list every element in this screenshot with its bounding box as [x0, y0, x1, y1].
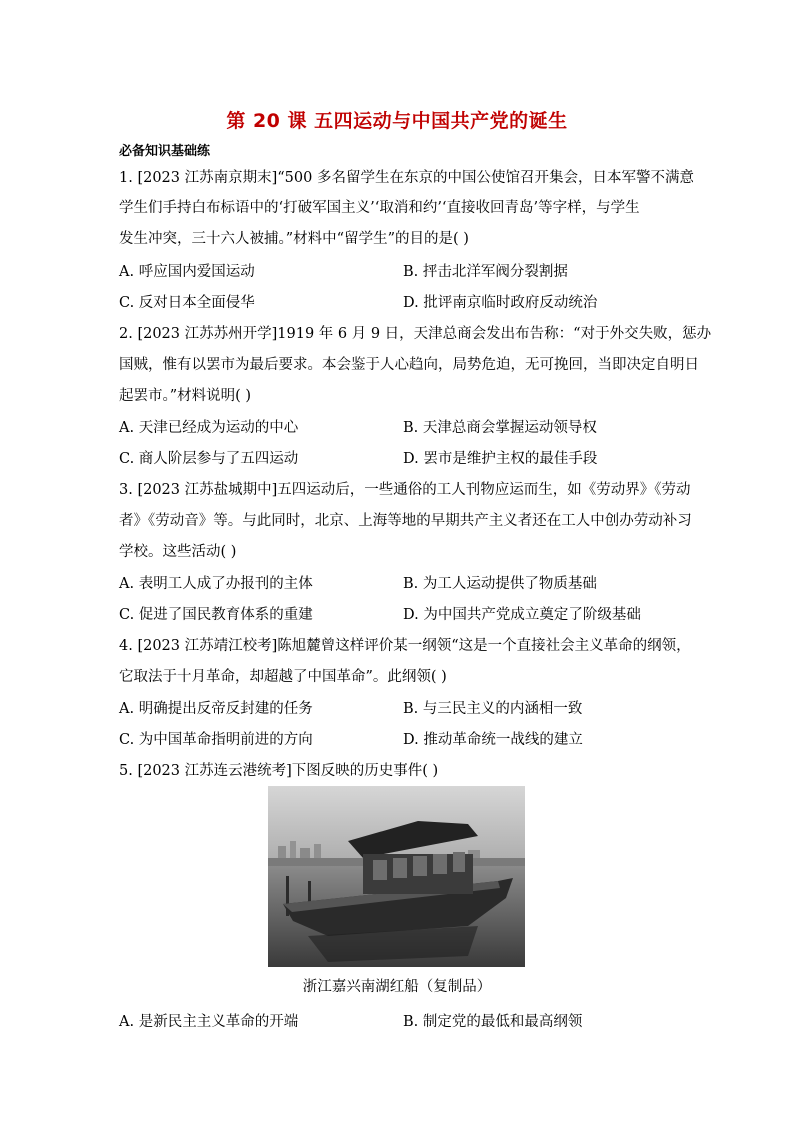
q2-line-2: 国贼，惟有以罢市为最后要求。本会鉴于人心趋向，局势危迫，无可挽回，当即决定自明日 — [119, 357, 699, 373]
q3-option-b: B. 为工人运动提供了物质基础 — [403, 576, 597, 592]
q3-option-d: D. 为中国共产党成立奠定了阶级基础 — [403, 607, 641, 623]
q1-line-2: 学生们手持白布标语中的‘打破军国主义’‘取消和约’‘直接收回青岛’等字样，与学生 — [119, 200, 640, 216]
q5-option-a: A. 是新民主主义革命的开端 — [119, 1014, 299, 1030]
red-boat-photo — [268, 786, 525, 967]
q3-option-c: C. 促进了国民教育体系的重建 — [119, 607, 313, 623]
q2-option-a: A. 天津已经成为运动的中心 — [119, 420, 299, 436]
q4-line-2: 它取法于十月革命，却超越了中国革命”。此纲领( ) — [119, 669, 447, 685]
q3-option-a: A. 表明工人成了办报刊的主体 — [119, 576, 313, 592]
q4-option-a: A. 明确提出反帝反封建的任务 — [119, 701, 313, 717]
q2-line-3: 起罢市。”材料说明( ) — [119, 388, 252, 404]
q4-line-1: 4. [2023 江苏靖江校考]陈旭麓曾这样评价某一纲领“这是一个直接社会主义革命的纲领， — [119, 638, 691, 654]
figure-caption: 浙江嘉兴南湖红船（复制品） — [302, 979, 492, 995]
q4-option-c: C. 为中国革命指明前进的方向 — [119, 732, 313, 748]
q1-line-3: 发生冲突，三十六人被捕。”材料中“留学生”的目的是( ) — [119, 231, 469, 247]
q2-option-b: B. 天津总商会掌握运动领导权 — [403, 420, 597, 436]
q5-line-1: 5. [2023 江苏连云港统考]下图反映的历史事件( ) — [119, 763, 439, 779]
q2-option-c: C. 商人阶层参与了五四运动 — [119, 451, 299, 467]
q3-line-2: 者》《劳动音》等。与此同时，北京、上海等地的早期共产主义者还在工人中创办劳动补习 — [119, 513, 692, 529]
q1-option-a: A. 呼应国内爱国运动 — [119, 264, 255, 280]
q1-option-b: B. 抨击北洋军阀分裂割据 — [403, 264, 568, 280]
q1-option-d: D. 批评南京临时政府反动统治 — [403, 295, 598, 311]
boat-illustration-icon — [268, 786, 525, 967]
q1-option-c: C. 反对日本全面侵华 — [119, 295, 255, 311]
q4-option-b: B. 与三民主义的内涵相一致 — [403, 701, 583, 717]
q2-option-d: D. 罢市是维护主权的最佳手段 — [403, 451, 598, 467]
q5-option-b: B. 制定党的最低和最高纲领 — [403, 1014, 583, 1030]
q3-line-3: 学校。这些活动( ) — [119, 544, 237, 560]
q1-line-1: 1. [2023 江苏南京期末]“500 多名留学生在东京的中国公使馆召开集会，日本军警不满意 — [119, 170, 694, 186]
q2-line-1: 2. [2023 江苏苏州开学]1919 年 6 月 9 日，天津总商会发出布告称：“对于外交失败，惩办 — [119, 326, 712, 342]
section-heading: 必备知识基础练 — [119, 144, 211, 159]
lesson-title: 第 20 课 五四运动与中国共产党的诞生 — [226, 110, 568, 132]
q3-line-1: 3. [2023 江苏盐城期中]五四运动后，一些通俗的工人刊物应运而生，如《劳动界》《劳动 — [119, 482, 691, 498]
q4-option-d: D. 推动革命统一战线的建立 — [403, 732, 583, 748]
